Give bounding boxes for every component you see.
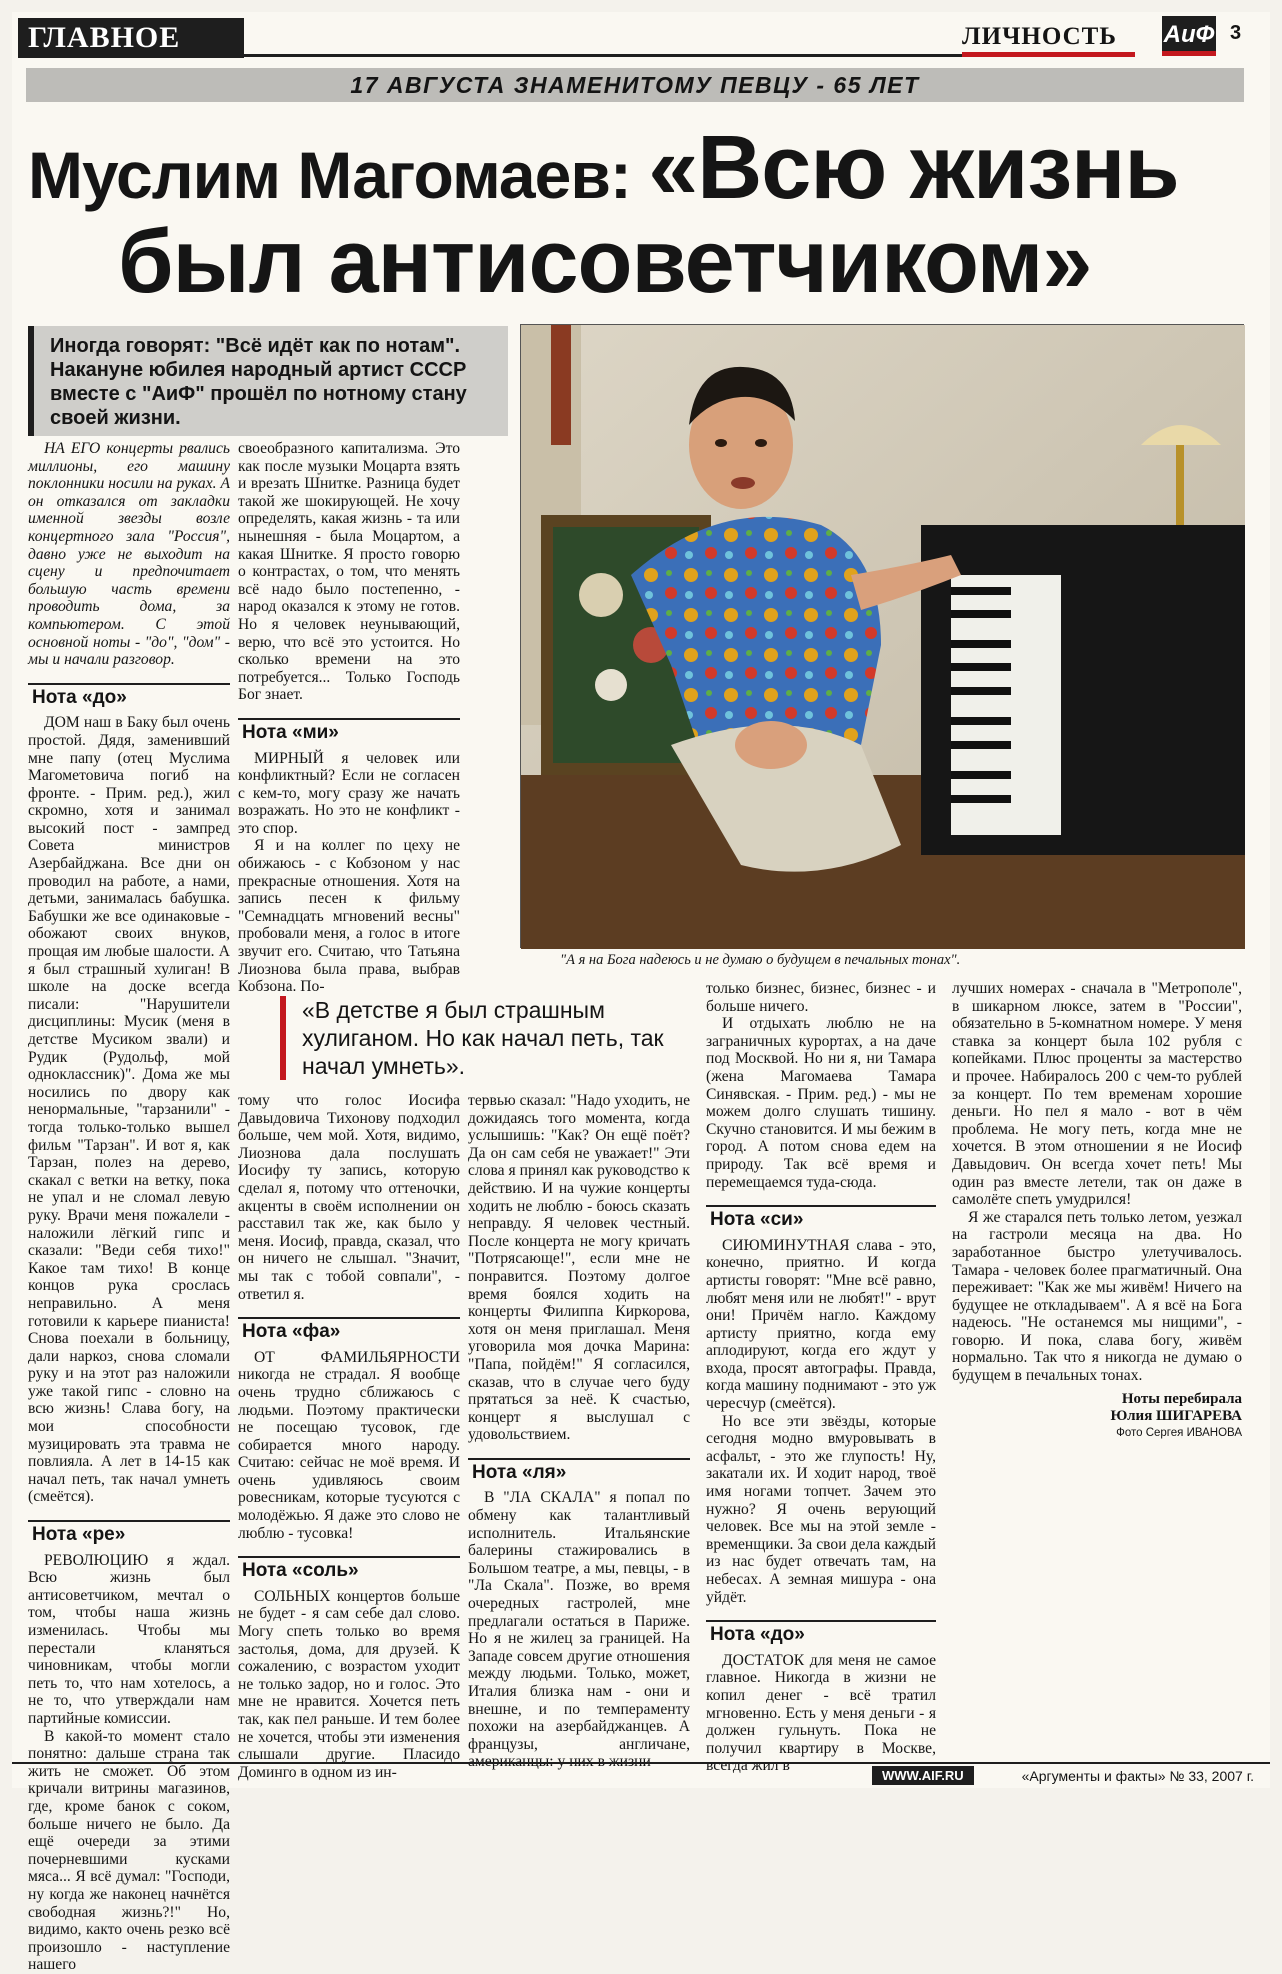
signature [952, 1391, 1242, 1442]
headline-line-2: был антисоветчиком» [118, 211, 1092, 312]
subhead-si: Нота «си» [706, 1205, 936, 1229]
paragraph: своеобразного капитализма. Это как после музыки Моцарта взять и врезать Шнитке. Разница будет такой же шокирующей. Не хочу определять, какая жизнь - та или нынешняя - была Моцартом, а какая Шнитке. Я просто говорю о контрастах, о том, что менять всё надо было постепенно, - народ оказался к этому не готов. Но я человек неунывающий, верю, что всё это устоится. Но сколько времени на это потребуется... Только Господь Бог знает. [238, 440, 460, 704]
column-2-lower [238, 1092, 460, 1781]
paragraph: В какой-то момент стало понятно: дальше страна так жить не сможет. Об этом кричали витрины магазинов, где, кроме банок с соком, больше ничего не было. Да ещё очереди за этими почерневшими кусками мяса... Я всё думал: "Господи, ну когда же наконец начнётся свободная жизнь?!" Но, видимо, както очень резко всё произошло - наступление нашего [28, 1727, 230, 1974]
article-photo [520, 324, 1244, 948]
paragraph: ОТ ФАМИЛЬЯРНОСТИ никогда не страдал. Я вообще очень трудно сближаюсь с людьми. Поэтому практически не посещаю тусовок, где собирается много народу. Считаю: сейчас не моё время. И очень удивляюсь своим ровесникам, которые тусуются с молодёжью. Я даже это слово не люблю - тусовка! [238, 1348, 460, 1542]
column-3 [468, 1092, 690, 1771]
paragraph: В "ЛА СКАЛА" я попал по обмену как талантливый исполнитель. Итальянские балерины стажировались в Большом театре, а мы, певцы, - в "Ла Скала". Позже, во время очередных гастролей, мне предлагали остаться в Париже. Но я не жилец за границей. На Западе совсем другие отношения между людьми. Только, может, Италия близка нам - они и внешне, и по темпераменту похожи на азербайджанцев. А французы, англичане, американцы: у них в жизни [468, 1489, 690, 1771]
subhead-sol: Нота «соль» [238, 1556, 460, 1580]
section-label-personality: ЛИЧНОСТЬ [962, 22, 1135, 57]
paragraph: тому что голос Иосифа Давыдовича Тихонову подходил больше, чем мой. Хотя, видимо, Лиознова дала послушать Иосифу ту запись, которую сделал я, потому что оттеночки, акценты в своём исполнении он расставил так же, как было у меня. Иосиф, правда, сказал, что он ничего не слышал. "Значит, мы так с тобой совпали", - ответил я. [238, 1092, 460, 1303]
subhead-re: Нота «ре» [28, 1520, 230, 1544]
subhead-do: Нота «до» [28, 683, 230, 707]
paragraph: тервью сказал: "Надо уходить, не дожидаясь того момента, когда услышишь: "Как? Он ещё поёт? Да он сам себя не уважает!" Эти слова я принял как руководство к действию. И на чужие концерты ходить не люблю - боюсь сказать неправду. Я человек честный. После концерта не могу кричать "Потрясающе!", если мне не понравится. Поэтому долгое время боялся ходить на концерты Филиппа Киркорова, хотя он меня приглашал. Меня уговорила моя дочка Марина: "Папа, пойдём!" Я согласился, сказав, что в случае чего буду прятаться за неё. К счастью, концерт я выслушал с удовольствием. [468, 1092, 690, 1444]
column-5 [952, 980, 1242, 1442]
subhead-la: Нота «ля» [468, 1458, 690, 1482]
paragraph: ДОСТАТОК для меня не самое главное. Никогда в жизни не копил денег - всё тратил мгновенно. Есть у меня деньги - я должен гульнуть. Пока не получил квартиру в Москве, всегда жил в [706, 1651, 936, 1775]
paragraph: Я и на коллег по цеху не обижаюсь - с Кобзоном у нас прекрасные отношения. Хотя на запись песен к фильму "Семнадцать мгновений весны" пробовали меня, а голос в итоге звучит его. Считаю, что Татьяна Лиознова была права, выбрав Кобзона. По- [238, 837, 460, 996]
date-banner: 17 АВГУСТА ЗНАМЕНИТОМУ ПЕВЦУ - 65 ЛЕТ [26, 68, 1244, 102]
subhead-mi: Нота «ми» [238, 718, 460, 742]
paragraph: Но все эти звёзды, которые сегодня модно вмуровывать в асфальт, - это же глупость! Ну, закатали их. И ходит народ, твоё имя ногами топчет. Зачем это нужно? Я очень верующий человек. Все мы на этой земле - временщики. За свои дела каждый из нас будет отвечать там, на небесах. А земная мишура - она уйдёт. [706, 1412, 936, 1606]
paragraph: СОЛЬНЫХ концертов больше не будет - я сам себе дал слово. Могу спеть только во время застолья, дома, для друзей. К сожалению, с возрастом уходит не только задор, но и голос. Это мне не нравится. Хочется петь так, как пел раньше. И тем более не хочется, чтобы эти изменения слышали другие. Пласидо Доминго в одном из ин- [238, 1587, 460, 1781]
page-number: 3 [1230, 22, 1242, 44]
headline-line-1 [28, 118, 1254, 218]
page-footer [12, 1762, 1270, 1786]
subhead-fa: Нота «фа» [238, 1317, 460, 1341]
lead-paragraph: Иногда говорят: "Всё идёт как по нотам". Накануне юбилея народный артист СССР вместе с "АиФ" прошёл по нотному стану своей жизни. [28, 326, 508, 436]
paragraph: только бизнес, бизнес, бизнес - и больше ничего. [706, 980, 936, 1015]
paragraph: И отдыхать люблю не на заграничных курортах, а на даче под Москвой. Но ни я, ни Тамара (жена Магомаева Тамара Синявская. - Прим. ред.) - мы не можем долго слушать тишину. Скучно становится. И мы бежим в город. А потом снова едем на природу. Так всё время и перемещаемся туда-сюда. [706, 1015, 936, 1191]
paragraph: ДОМ наш в Баку был очень простой. Дядя, заменивший мне папу (отец Муслима Магометовича погиб на фронте. - Прим. ред.), жил скромно, хотя и занимал высокий пост - зампред Совета министров Азербайджана. Все дни он проводил на работе, а нами, детьми, занималась бабушка. Бабушки же все одинаковые - обожают своих внуков, прощая им любые шалости. А я был страшный хулиган! В школе на доске всегда писали: "Нарушители дисциплины: Мусик (меня в детстве Мусиком звали) и Рудик (Рудольф, мой одноклассник)". Дома же мы носились по двору как ненормальные, "тарзанили" - тогда только-только вышел фильм "Тарзан". И вот я, как Тарзан, полез на дерево, скакал с ветки на ветку, пока не упал и не сломал левую руку. Врачи меня пожалели - наложили лёгкий гипс и сказали: "Веди себя тихо!" Какое там тихо! В конце концов рука срослась неправильно. А меня готовили к карьере пианиста! Снова поехали в больницу, дали наркоз, снова сломали руку и на этот раз наложили уже такой гипс - словно на всю жизнь! Слава богу, на мои способности музицировать эта травма не повлияла. А лет в 14-15 как начал петь, так начал умнеть (смеётся). [28, 714, 230, 1506]
intro-paragraph: НА ЕГО концерты рвались миллионы, его машину поклонники носили на руках. А он отказался от закладки именной звезды возле концертного зала "Россия", давно уже не выходит на сцену и предпочитает большую часть времени проводить дома, за компьютером. С этой основной ноты - "до", "дом" - мы и начали разговор. [28, 440, 230, 669]
column-1 [28, 440, 230, 1974]
section-label-main: ГЛАВНОЕ [18, 18, 244, 58]
footer-url[interactable]: WWW.AIF.RU [872, 1766, 974, 1785]
paragraph: РЕВОЛЮЦИЮ я ждал. Всю жизнь был антисоветчиком, мечтал о том, чтобы наша жизнь изменилась. Чтобы мы перестали кланяться чиновникам, чтобы могли петь то, что нам хотелось, а не то, что утверждали нам партийные комиссии. [28, 1551, 230, 1727]
headline-name: Муслим Магомаев: [28, 138, 649, 212]
paragraph: лучших номерах - сначала в "Метрополе", в шикарном люксе, затем в "России", обязательно в 5-комнатном номере. У меня ставка за концерт была 102 рубля с копейками. Плюс проценты за мастерство и прочее. Набиралось 200 с чем-то рублей за концерт. По тем временам хорошие деньги. Но пел я мало - вот в чём проблема. Не могу петь, когда мне не хочется. В этом отношении я не Иосиф Давыдович. Он всегда хочет петь! Мы один раз вместе летели, так он даже в самолёте спеть умудрился! [952, 980, 1242, 1209]
photo-caption: "А я на Бога надеюсь и не думаю о будущем в печальных тонах". [560, 952, 961, 968]
paragraph: МИРНЫЙ я человек или конфликтный? Если не согласен с кем-то, могу сразу же начать возражать. Но это не конфликт - это спор. [238, 749, 460, 837]
paragraph: СИЮМИНУТНАЯ слава - это, конечно, приятно. И когда артисты говорят: "Мне всё равно, любят меня или не любят!" - врут они! Причём нагло. Каждому артисту приятно, когда ему аплодируют, когда его ждут у входа, просят автографы. Правда, когда машину поднимают - это уж чересчур (смеётся). [706, 1236, 936, 1413]
subhead-do-2: Нота «до» [706, 1620, 936, 1644]
column-4 [706, 980, 936, 1775]
column-2 [238, 440, 460, 996]
photo-illustration [521, 325, 1245, 949]
headline-quote-start: «Всю жизнь [648, 118, 1179, 218]
newspaper-page [12, 12, 1270, 1974]
pull-quote: «В детстве я был страшным хулиганом. Но как начал петь, так начал умнеть». [280, 996, 680, 1080]
paragraph: Я же старался петь только летом, уезжал на гастроли месяца на два. Но заработанное быстро улетучивалось. Тамара - человек более прагматичный. Она переживает: "Как же мы живём! Ничего на будущее не откладываем". А я всё на Бога надеюсь. "Не останемся мы нищими", - говорю. И пока, слава богу, живём нормально. Так что я никогда не думаю о будущем в печальных тонах. [952, 1208, 1242, 1385]
photo-credit: Фото Сергея ИВАНОВА [1116, 1426, 1242, 1439]
aif-logo: АиФ [1162, 16, 1216, 56]
headline [28, 118, 1254, 312]
header-rule [244, 54, 964, 57]
author-name: Юлия ШИГАРЕВА [1110, 1407, 1242, 1424]
footer-info: «Аргументы и факты» № 33, 2007 г. [1021, 1768, 1254, 1784]
signature-line-1: Ноты перебирала [1121, 1390, 1242, 1407]
